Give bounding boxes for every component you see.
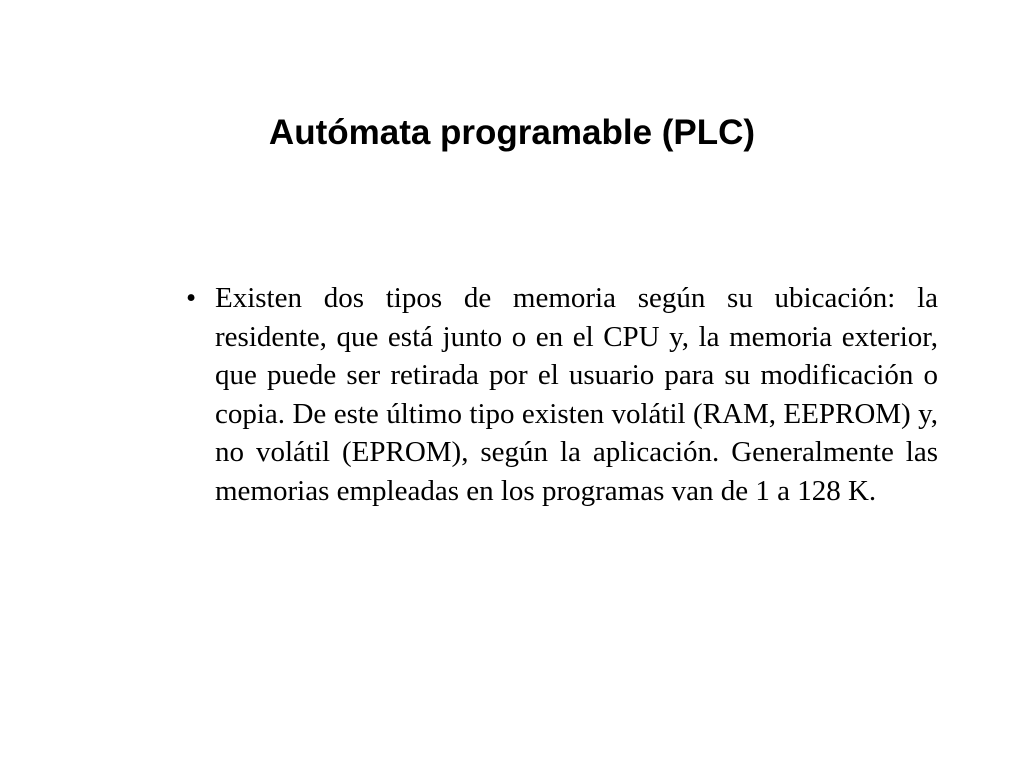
bullet-text: Existen dos tipos de memoria según su ubicación: la residente, que está junto o en el CPU y, la memoria exterior, que puede ser retirada por el usuario para su modificación o copia. De este último tipo existen volátil (RAM, EEPROM) y, no volátil (EPROM), según la aplicación. Generalmente las memorias empleadas en los programas van de 1 a 128 K.	[215, 282, 938, 507]
slide-title: Autómata programable (PLC)	[268, 113, 756, 152]
bullet-marker: •	[186, 282, 197, 314]
bullet-list	[186, 279, 938, 510]
bullet-item	[186, 279, 938, 510]
